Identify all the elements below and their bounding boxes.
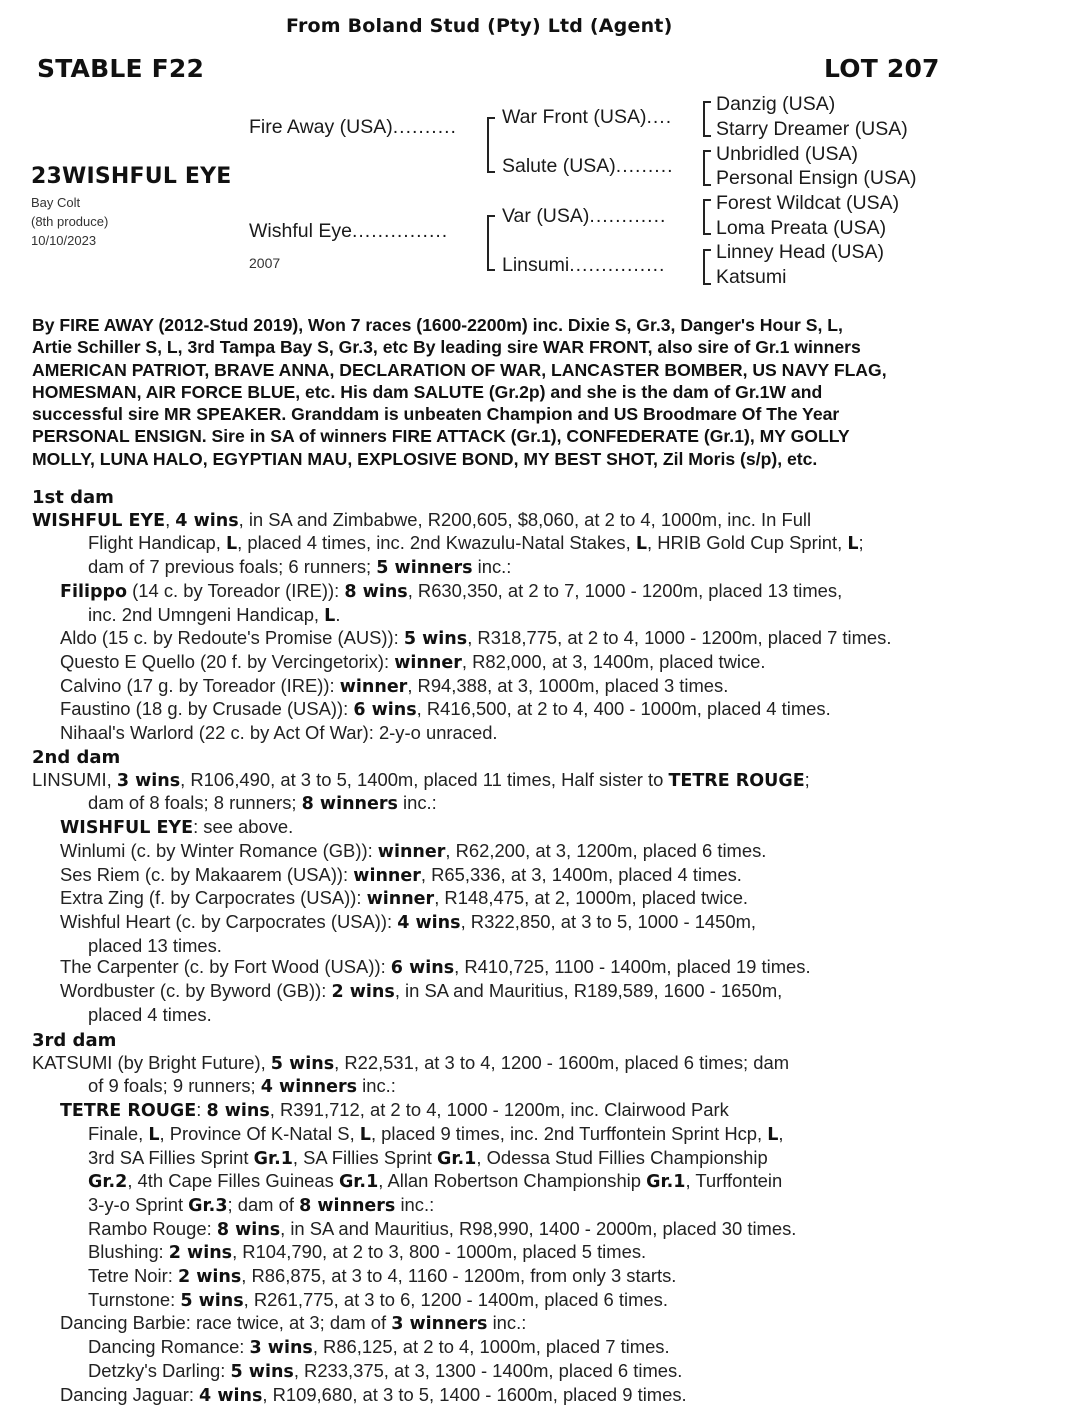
bold-text: 8 wins bbox=[344, 581, 408, 602]
pedigree-line bbox=[32, 580, 891, 604]
text: Flight Handicap, bbox=[88, 532, 227, 554]
text: Ses Riem (c. by Makaarem (USA)): bbox=[60, 863, 354, 885]
bracket-sire-dam bbox=[703, 150, 711, 186]
pedigree-line bbox=[32, 769, 811, 793]
text: (14 c. by Toreador (IRE)): bbox=[127, 579, 345, 601]
text: Wordbuster (c. by Byword (GB)): bbox=[60, 980, 332, 1002]
bold-text: winner bbox=[394, 652, 462, 673]
bracket-dam-dam bbox=[703, 249, 711, 285]
pedigree-line bbox=[32, 509, 891, 533]
pedigree-line bbox=[32, 840, 811, 864]
bold-text: 4 wins bbox=[175, 510, 239, 531]
pedigree-dam-dam bbox=[502, 254, 665, 277]
pedigree-line bbox=[32, 1289, 796, 1313]
bold-text: 8 wins bbox=[216, 1219, 281, 1240]
section-heading: 3rd dam bbox=[32, 1030, 117, 1051]
second-dam-section bbox=[32, 747, 811, 1025]
dot-leader: .......... bbox=[392, 116, 457, 138]
text: , SA Fillies Sprint bbox=[292, 1146, 438, 1168]
text: , in SA and Zimbabwe, R200,605, $8,060, at 2 to 4, 1000m, inc. In Full bbox=[238, 508, 812, 530]
pedigree-line bbox=[32, 887, 811, 911]
text: placed 13 times. bbox=[88, 934, 222, 956]
text: . bbox=[335, 603, 341, 625]
text: , R322,850, at 3 to 5, 1000 - 1450m, bbox=[460, 910, 757, 932]
text: Questo E Quello (20 f. by Vercingetorix): bbox=[60, 650, 395, 672]
bold-text: Gr.1 bbox=[437, 1148, 477, 1169]
bold-text: Gr.2 bbox=[88, 1172, 128, 1193]
bold-text: Gr.1 bbox=[338, 1172, 379, 1193]
text: KATSUMI (by Bright Future), bbox=[32, 1051, 271, 1073]
pedigree-line bbox=[32, 627, 891, 651]
bold-text: 2 wins bbox=[331, 982, 395, 1003]
pedigree-line bbox=[32, 816, 811, 840]
text: Blushing: bbox=[88, 1241, 169, 1263]
text: 3-y-o Sprint bbox=[88, 1193, 189, 1215]
text: Extra Zing (f. by Carpocrates (USA)): bbox=[60, 887, 367, 909]
horse-foaled-date: 10/10/2023 bbox=[31, 233, 97, 248]
summary-line: successful sire MR SPEAKER. Granddam is unbeaten Champion and US Broodmare Of The Year bbox=[32, 404, 840, 425]
text: The Carpenter (c. by Fort Wood (USA)): bbox=[60, 956, 391, 978]
bold-text: 4 wins bbox=[199, 1385, 263, 1406]
text: , R630,350, at 2 to 7, 1000 - 1200m, placed 13 times, bbox=[407, 579, 843, 601]
text: , placed 9 times, inc. 2nd Turffontein Sprint Hcp, bbox=[370, 1122, 768, 1144]
pedigree-line bbox=[32, 1075, 796, 1099]
bold-text: L bbox=[226, 534, 238, 555]
text: , R233,375, at 3, 1300 - 1400m, placed 6 times. bbox=[293, 1359, 683, 1381]
bold-text: Gr.1 bbox=[253, 1148, 293, 1169]
pedigree-ss-sire: Danzig (USA) bbox=[716, 93, 836, 115]
dot-leader: ............... bbox=[351, 220, 449, 242]
text: , Province Of K-Natal S, bbox=[159, 1122, 360, 1144]
text: inc.: bbox=[397, 792, 437, 814]
pedigree-line bbox=[32, 1241, 796, 1265]
bold-text: 5 wins bbox=[270, 1053, 335, 1074]
text: Winlumi (c. by Winter Romance (GB)): bbox=[60, 839, 378, 861]
pedigree-line bbox=[32, 1170, 796, 1194]
text: Tetre Noir: bbox=[88, 1265, 178, 1287]
first-dam-section bbox=[32, 487, 891, 744]
text: , R86,125, at 2 to 4, 1000m, placed 7 times. bbox=[312, 1336, 670, 1358]
pedigree-line bbox=[32, 1384, 796, 1407]
bracket-sire bbox=[487, 117, 495, 173]
text: : see above. bbox=[193, 816, 294, 838]
pedigree-line bbox=[32, 556, 891, 580]
pedigree-line bbox=[32, 1265, 796, 1289]
pedigree-sire-sire bbox=[502, 106, 672, 129]
text: , R261,775, at 3 to 6, 1200 - 1400m, placed 6 times. bbox=[243, 1288, 668, 1310]
summary-line: AMERICAN PATRIOT, BRAVE ANNA, DECLARATION OF WAR, LANCASTER BOMBER, US NAVY FLAG, bbox=[32, 359, 887, 380]
text: , bbox=[778, 1122, 784, 1144]
text: Aldo (15 c. by Redoute's Promise (AUS)): bbox=[60, 627, 404, 649]
pedigree-line bbox=[32, 1218, 796, 1242]
third-dam-section bbox=[32, 1030, 796, 1407]
sire-name: Fire Away (USA) bbox=[249, 116, 393, 138]
text: , R109,680, at 3 to 5, 1400 - 1600m, placed 9 times. bbox=[262, 1383, 687, 1405]
bold-text: winner bbox=[377, 841, 446, 862]
bold-text: 5 wins bbox=[180, 1290, 244, 1311]
bracket-dam bbox=[487, 215, 495, 271]
text: , in SA and Mauritius, R98,990, 1400 - 2000m, placed 30 times. bbox=[280, 1217, 797, 1239]
dot-leader: .... bbox=[646, 106, 673, 128]
text: Detzky's Darling: bbox=[88, 1359, 231, 1381]
text: inc.: bbox=[487, 1312, 527, 1334]
pedigree-line bbox=[32, 722, 891, 744]
bold-text: TETRE ROUGE bbox=[668, 770, 805, 791]
pedigree-line bbox=[32, 911, 811, 935]
sire-sire-name: War Front (USA) bbox=[502, 106, 647, 128]
dam-dam-name: Linsumi bbox=[502, 254, 570, 276]
text: inc.: bbox=[357, 1075, 396, 1097]
text: , R22,531, at 3 to 4, 1200 - 1600m, placed 6 times; dam bbox=[334, 1051, 790, 1073]
text: 3rd SA Fillies Sprint bbox=[88, 1146, 254, 1168]
bold-text: Gr.3 bbox=[188, 1195, 228, 1216]
pedigree-line bbox=[32, 864, 811, 888]
text: Calvino (17 g. by Toreador (IRE)): bbox=[60, 674, 340, 696]
bold-text: WISHFUL EYE bbox=[32, 510, 166, 531]
text: inc.: bbox=[472, 556, 512, 578]
pedigree-line bbox=[32, 698, 891, 722]
bold-text: Gr.1 bbox=[646, 1172, 686, 1193]
bold-text: 3 wins bbox=[116, 770, 181, 791]
horse-name: 23WISHFUL EYE bbox=[31, 164, 232, 189]
dam-sire-name: Var (USA) bbox=[502, 205, 590, 227]
text: dam of 7 previous foals; 6 runners; bbox=[88, 556, 377, 578]
bold-text: L bbox=[324, 605, 336, 626]
text: , bbox=[165, 508, 176, 530]
lot-number: LOT 207 bbox=[824, 54, 940, 83]
text: , R106,490, at 3 to 5, 1400m, placed 11 times, Half sister to bbox=[180, 768, 669, 790]
pedigree-line bbox=[32, 1147, 796, 1171]
bold-text: winner bbox=[339, 676, 408, 697]
text: , R391,712, at 2 to 4, 1000 - 1200m, inc. Clairwood Park bbox=[269, 1099, 729, 1121]
pedigree-ds-dam: Loma Preata (USA) bbox=[716, 217, 887, 239]
bold-text: 5 winners bbox=[376, 558, 473, 579]
bold-text: 5 wins bbox=[230, 1361, 294, 1382]
text: , R94,388, at 3, 1000m, placed 3 times. bbox=[407, 674, 729, 696]
text: , R410,725, 1100 - 1400m, placed 19 times. bbox=[454, 956, 811, 978]
dam-name: Wishful Eye bbox=[249, 220, 352, 242]
text: , R148,475, at 2, 1000m, placed twice. bbox=[434, 887, 749, 909]
bold-text: 6 wins bbox=[353, 700, 417, 721]
stable-number: STABLE F22 bbox=[37, 54, 205, 83]
text: , R62,200, at 3, 1200m, placed 6 times. bbox=[445, 839, 767, 861]
bold-text: 2 wins bbox=[177, 1267, 242, 1288]
section-heading: 2nd dam bbox=[32, 747, 121, 768]
bold-text: winner bbox=[353, 865, 421, 886]
bold-text: 2 wins bbox=[168, 1243, 233, 1264]
section-lines bbox=[32, 1052, 796, 1407]
bold-text: L bbox=[359, 1124, 371, 1145]
bold-text: 8 winners bbox=[301, 794, 398, 815]
bold-text: L bbox=[148, 1124, 160, 1145]
text: , placed 4 times, inc. 2nd Kwazulu-Natal Stakes, bbox=[237, 532, 636, 554]
bold-text: L bbox=[847, 534, 859, 555]
sire-summary bbox=[32, 314, 1052, 470]
pedigree-line bbox=[32, 651, 891, 675]
pedigree-line bbox=[32, 980, 811, 1004]
pedigree-line bbox=[32, 792, 811, 816]
bold-text: 5 wins bbox=[403, 629, 468, 650]
text: , R65,336, at 3, 1400m, placed 4 times. bbox=[420, 863, 742, 885]
pedigree-ds-sire: Forest Wildcat (USA) bbox=[716, 192, 900, 214]
dot-leader: ............... bbox=[569, 254, 666, 276]
text: Faustino (18 g. by Crusade (USA)): bbox=[60, 698, 354, 720]
text: , HRIB Gold Cup Sprint, bbox=[647, 532, 848, 554]
section-lines bbox=[32, 509, 891, 744]
pedigree-line bbox=[32, 532, 891, 556]
horse-produce: (8th produce) bbox=[31, 214, 109, 229]
text: Wishful Heart (c. by Carpocrates (USA)): bbox=[60, 910, 398, 932]
text: , 4th Cape Filles Guineas bbox=[127, 1170, 339, 1192]
dot-leader: ......... bbox=[615, 155, 674, 177]
pedigree-line bbox=[32, 1099, 796, 1123]
bold-text: Filippo bbox=[60, 581, 128, 602]
text: , Allan Robertson Championship bbox=[378, 1170, 647, 1192]
bold-text: L bbox=[635, 534, 647, 555]
text: ; bbox=[858, 532, 864, 554]
pedigree-ss-dam: Starry Dreamer (USA) bbox=[716, 118, 908, 140]
text: , Odessa Stud Fillies Championship bbox=[476, 1146, 768, 1168]
summary-line: MOLLY, LUNA HALO, EGYPTIAN MAU, EXPLOSIVE BOND, MY BEST SHOT, Zil Moris (s/p), etc. bbox=[32, 448, 818, 469]
pedigree-sire-dam bbox=[502, 155, 674, 178]
text: Dancing Barbie: race twice, at 3; dam of bbox=[60, 1312, 392, 1334]
section-heading: 1st dam bbox=[32, 487, 114, 508]
pedigree-line bbox=[32, 1052, 796, 1076]
bold-text: L bbox=[767, 1124, 779, 1145]
text: Finale, bbox=[88, 1122, 149, 1144]
pedigree-sd-sire: Unbridled (USA) bbox=[716, 143, 858, 165]
text: Rambo Rouge: bbox=[88, 1217, 217, 1239]
bold-text: winner bbox=[366, 889, 435, 910]
bracket-dam-sire bbox=[703, 199, 711, 235]
text: ; dam of bbox=[227, 1193, 300, 1215]
bold-text: 4 wins bbox=[397, 912, 461, 933]
text: dam of 8 foals; 8 runners; bbox=[88, 792, 302, 814]
text: , R86,875, at 3 to 4, 1160 - 1200m, from only 3 starts. bbox=[241, 1265, 677, 1287]
text: of 9 foals; 9 runners; bbox=[88, 1075, 261, 1097]
pedigree-dd-dam: Katsumi bbox=[716, 266, 787, 288]
bracket-sire-sire bbox=[703, 101, 711, 137]
pedigree-line bbox=[32, 1004, 811, 1026]
text: , R82,000, at 3, 1400m, placed twice. bbox=[461, 650, 766, 672]
summary-line: HOMESMAN, AIR FORCE BLUE, etc. His dam SALUTE (Gr.2p) and she is the dam of Gr.1W and bbox=[32, 381, 823, 402]
dam-year: 2007 bbox=[249, 255, 281, 271]
sire-dam-name: Salute (USA) bbox=[502, 155, 616, 177]
text: inc. 2nd Umngeni Handicap, bbox=[88, 603, 325, 625]
text: placed 4 times. bbox=[88, 1003, 212, 1025]
bold-text: 6 wins bbox=[390, 958, 455, 979]
text: Dancing Jaguar: bbox=[60, 1383, 200, 1405]
bold-text: 3 winners bbox=[391, 1314, 488, 1335]
text: Nihaal's Warlord (22 c. by Act Of War): 2-y-o unraced. bbox=[60, 722, 498, 744]
text: LINSUMI, bbox=[32, 768, 117, 790]
text: ; bbox=[804, 768, 810, 790]
pedigree-line bbox=[32, 1194, 796, 1218]
pedigree-line bbox=[32, 1123, 796, 1147]
pedigree-line bbox=[32, 1336, 796, 1360]
text: , R104,790, at 2 to 3, 800 - 1000m, placed 5 times. bbox=[232, 1241, 647, 1263]
bold-text: 3 wins bbox=[249, 1338, 313, 1359]
summary-line: PERSONAL ENSIGN. Sire in SA of winners FIRE ATTACK (Gr.1), CONFEDERATE (Gr.1), MY GOLLY bbox=[32, 426, 850, 447]
text: : bbox=[196, 1099, 207, 1121]
section-lines bbox=[32, 769, 811, 1026]
bold-text: TETRE ROUGE bbox=[60, 1101, 197, 1122]
bold-text: 4 winners bbox=[260, 1077, 358, 1098]
dot-leader: ............ bbox=[589, 205, 667, 227]
pedigree-line bbox=[32, 675, 891, 699]
pedigree-dd-sire: Linney Head (USA) bbox=[716, 241, 884, 263]
pedigree-sd-dam: Personal Ensign (USA) bbox=[716, 167, 917, 189]
text: Dancing Romance: bbox=[88, 1336, 250, 1358]
bold-text: WISHFUL EYE bbox=[60, 818, 194, 839]
bold-text: 8 winners bbox=[299, 1195, 396, 1216]
pedigree-dam-sire bbox=[502, 205, 666, 228]
pedigree-line bbox=[32, 956, 811, 980]
text: , R416,500, at 2 to 4, 400 - 1000m, placed 4 times. bbox=[416, 698, 831, 720]
pedigree-line bbox=[32, 935, 811, 957]
text: , R318,775, at 2 to 4, 1000 - 1200m, placed 7 times. bbox=[467, 627, 892, 649]
bold-text: 8 wins bbox=[206, 1101, 270, 1122]
pedigree-sire bbox=[249, 116, 457, 139]
summary-line: Artie Schiller S, L, 3rd Tampa Bay S, Gr.3, etc By leading sire WAR FRONT, also sire of Gr.1 winners bbox=[32, 337, 861, 358]
pedigree-line bbox=[32, 604, 891, 628]
pedigree-line bbox=[32, 1360, 796, 1384]
text: , in SA and Mauritius, R189,589, 1600 - 1650m, bbox=[394, 980, 783, 1002]
text: , Turffontein bbox=[685, 1170, 783, 1192]
consignor-title: From Boland Stud (Pty) Ltd (Agent) bbox=[286, 15, 673, 37]
pedigree-dam bbox=[249, 220, 448, 243]
horse-color-sex: Bay Colt bbox=[31, 195, 81, 210]
pedigree-line bbox=[32, 1312, 796, 1336]
summary-line: By FIRE AWAY (2012-Stud 2019), Won 7 races (1600-2200m) inc. Dixie S, Gr.3, Danger's Hour S, L, bbox=[32, 315, 843, 335]
text: Turnstone: bbox=[88, 1288, 181, 1310]
text: inc.: bbox=[395, 1193, 435, 1215]
